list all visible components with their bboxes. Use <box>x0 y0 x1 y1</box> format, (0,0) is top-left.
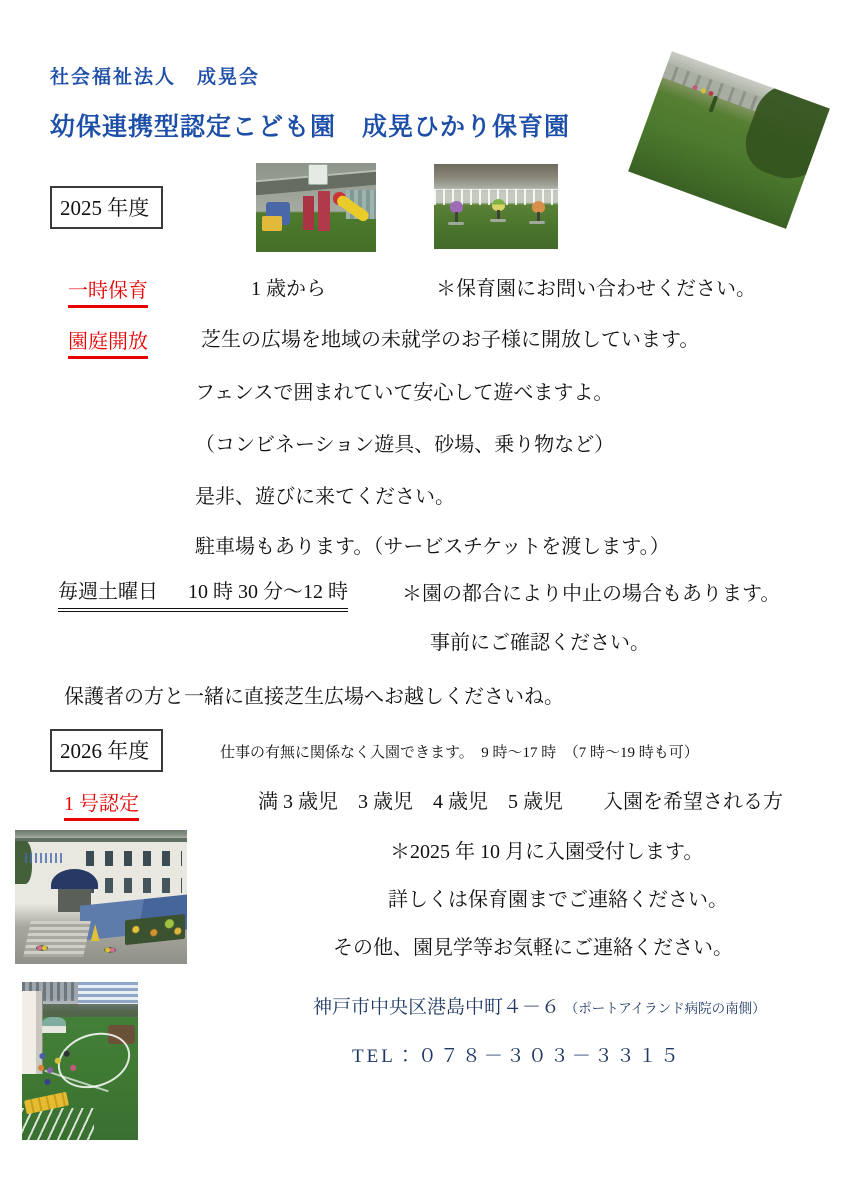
text-entei-line4: 是非、遊びに来てください。 <box>195 486 455 508</box>
photo-spring-riders <box>434 164 558 249</box>
building-name-sign <box>25 853 65 864</box>
building-windows-row <box>86 878 182 893</box>
note-visit: その他、園見学等お気軽にご連絡ください。 <box>333 937 733 959</box>
note-reception: ＊2025 年 10 月に入園受付します。 <box>390 841 704 863</box>
text-2026-intro: 仕事の有無に関係なく入園できます。 9 時～17 時 （7 時～19 時も可） <box>220 745 699 761</box>
label-ichigo-nintei: 1 号認定 <box>64 787 139 821</box>
turf-children-dots <box>36 1042 100 1089</box>
playground-red-panel <box>318 191 330 230</box>
text-eligible-ages: 満 3 歳児 3 歳児 4 歳児 5 歳児 入園を希望される方 <box>258 791 783 813</box>
address-line <box>313 992 766 1019</box>
building-steps <box>23 921 91 957</box>
text-entei-line3: （コンビネーション遊具、砂場、乗り物など） <box>195 434 615 456</box>
photo-grass-field <box>628 51 830 229</box>
text-age-from: 1 歳から <box>251 278 326 300</box>
label-entei-kaiho: 園庭開放 <box>68 325 148 359</box>
note-contact-details: 詳しくは保育園までご連絡ください。 <box>388 889 728 911</box>
note-contact-nursery: ＊保育園にお問い合わせください。 <box>436 278 756 300</box>
schedule-day: 毎週土曜日 <box>58 581 158 603</box>
building-awning <box>51 869 97 889</box>
building-mural <box>125 914 185 946</box>
building-flower-pot <box>104 947 116 953</box>
building-flower-pot <box>36 945 48 951</box>
building-windows-row <box>86 851 182 866</box>
tel: TEL：０７８－３０３－３３１５ <box>352 1046 682 1067</box>
text-entei-line5: 駐車場もあります。（サービスチケットを渡します。） <box>195 536 670 558</box>
photo-school-building <box>15 830 187 964</box>
playground-red-panel <box>303 196 314 230</box>
schedule-day-time <box>58 579 348 612</box>
text-invite: 保護者の方と一緒に直接芝生広場へお越しくださいね。 <box>64 686 564 708</box>
address-note: （ポートアイランド病院の南側） <box>564 1001 766 1016</box>
schedule-note-2: 事前にご確認ください。 <box>430 632 650 654</box>
year-badge-2026: 2026 年度 <box>50 729 163 772</box>
playground-yellow-box <box>262 216 282 230</box>
schedule-note-1: ＊園の都合により中止の場合もあります。 <box>402 583 781 605</box>
label-ichiji-hoiku: 一時保育 <box>68 274 148 308</box>
playground-banner <box>308 164 328 186</box>
photo-turf-yard <box>22 982 138 1140</box>
address: 神戸市中央区港島中町４－６ <box>313 997 561 1018</box>
page-title: 幼保連携型認定こども園 成晃ひかり保育園 <box>50 113 571 141</box>
year-badge-2025: 2025 年度 <box>50 186 163 229</box>
turf-lane-stripes <box>22 1108 94 1140</box>
org-name: 社会福祉法人 成晃会 <box>50 67 261 88</box>
turf-tent <box>42 1017 66 1033</box>
building-roofline <box>15 838 187 842</box>
text-entei-line1: 芝生の広場を地域の未就学のお子様に開放しています。 <box>201 329 700 351</box>
text-entei-line2: フェンスで囲まれていて安心して遊べますよ。 <box>195 382 614 404</box>
photo-grass-field-wrap <box>628 47 830 233</box>
schedule-time: 10 時 30 分～12 時 <box>188 581 348 603</box>
photo-playground <box>256 163 376 252</box>
